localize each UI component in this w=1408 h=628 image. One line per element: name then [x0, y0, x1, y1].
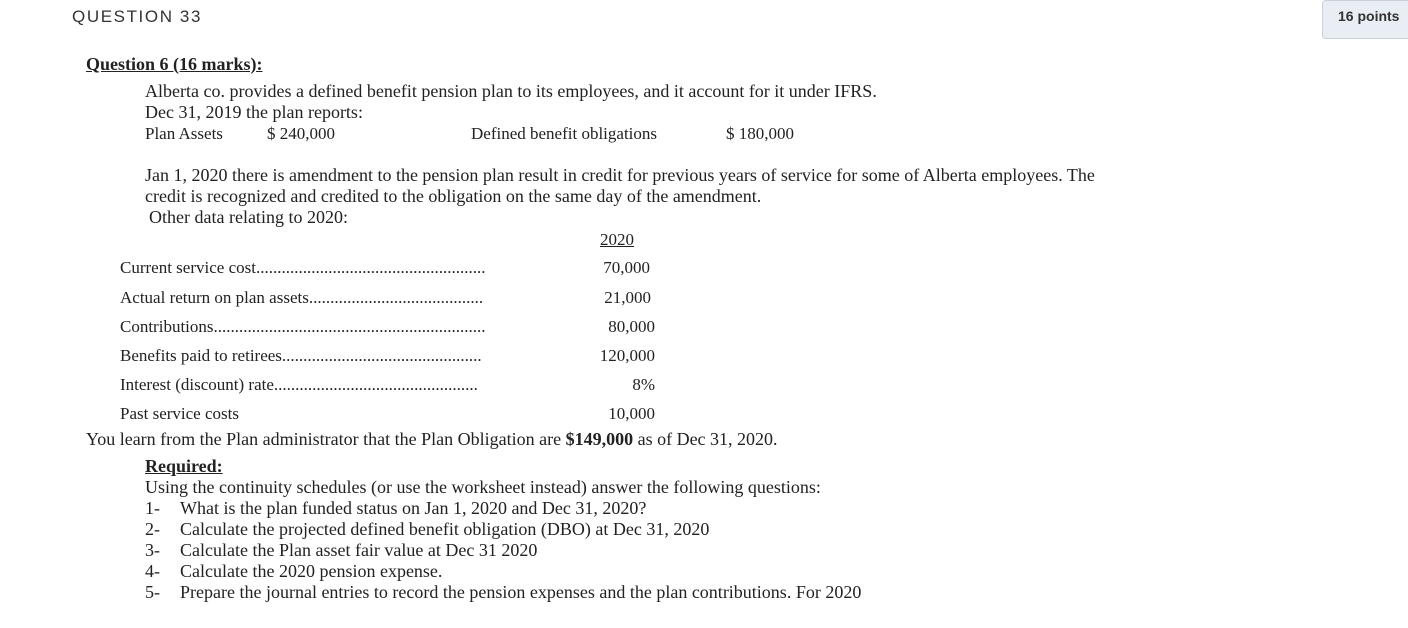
plan-assets-label: Plan Assets [145, 124, 223, 143]
data-row-label: Past service costs [120, 404, 239, 423]
plan-obligation-amount: $149,000 [565, 429, 634, 449]
required-item [145, 540, 537, 561]
required-item-number: 1- [145, 498, 160, 518]
data-row-label: Benefits paid to retirees............................................... [120, 346, 482, 365]
data-row-label: Interest (discount) rate................................................ [120, 375, 478, 394]
required-item [145, 498, 646, 519]
intro-line-1: Alberta co. provides a defined benefit pension plan to its employees, and it account for it under IFRS. [145, 81, 877, 101]
required-heading: Required: [145, 456, 223, 476]
plan-assets-value: $ 240,000 [267, 124, 335, 143]
required-item-number: 3- [145, 540, 160, 560]
data-row-value: 120,000 [599, 346, 655, 365]
data-row-value: 21,000 [604, 288, 651, 307]
dbo-value: $ 180,000 [726, 124, 794, 143]
required-item-text: Prepare the journal entries to record the pension expenses and the plan contributions. For 2020 [180, 582, 862, 602]
intro-line-2: Dec 31, 2019 the plan reports: [145, 102, 363, 122]
data-row-label: Current service cost...................................................... [120, 258, 486, 277]
required-item-number: 4- [145, 561, 160, 581]
required-item-text: Calculate the 2020 pension expense. [180, 561, 443, 581]
data-row-value: 70,000 [603, 258, 650, 277]
amendment-line-1: Jan 1, 2020 there is amendment to the pension plan result in credit for previous years of service for some of Alberta employees. The [145, 165, 1095, 185]
question-title: Question 6 (16 marks): [86, 54, 263, 74]
other-data-line: Other data relating to 2020: [149, 207, 348, 227]
admin-note-text: You learn from the Plan administrator that the Plan Obligation are [86, 429, 566, 449]
dbo-label: Defined benefit obligations [471, 124, 658, 143]
data-row-value: 10,000 [608, 404, 655, 423]
required-intro: Using the continuity schedules (or use the worksheet instead) answer the following questions: [145, 477, 821, 497]
data-row-value: 80,000 [608, 317, 655, 336]
required-item-text: Calculate the projected defined benefit obligation (DBO) at Dec 31, 2020 [180, 519, 710, 539]
data-row-label: Contributions................................................................ [120, 317, 486, 336]
admin-note-text-end: as of Dec 31, 2020. [633, 429, 778, 449]
data-row-value: 8% [632, 375, 655, 394]
required-item-number: 5- [145, 582, 160, 602]
required-item [145, 561, 442, 582]
question-number-label: QUESTION 33 [72, 7, 203, 26]
points-badge: 16 points [1322, 0, 1408, 39]
required-item [145, 519, 709, 540]
required-item-text: Calculate the Plan asset fair value at Dec 31 2020 [180, 540, 538, 560]
required-item [145, 582, 861, 603]
data-row-label: Actual return on plan assets......................................... [120, 288, 484, 307]
amendment-line-2: credit is recognized and credited to the obligation on the same day of the amendment. [145, 186, 762, 206]
required-item-number: 2- [145, 519, 160, 539]
admin-note [86, 429, 778, 450]
year-column-header: 2020 [600, 230, 634, 249]
required-item-text: What is the plan funded status on Jan 1, 2020 and Dec 31, 2020? [180, 498, 647, 518]
